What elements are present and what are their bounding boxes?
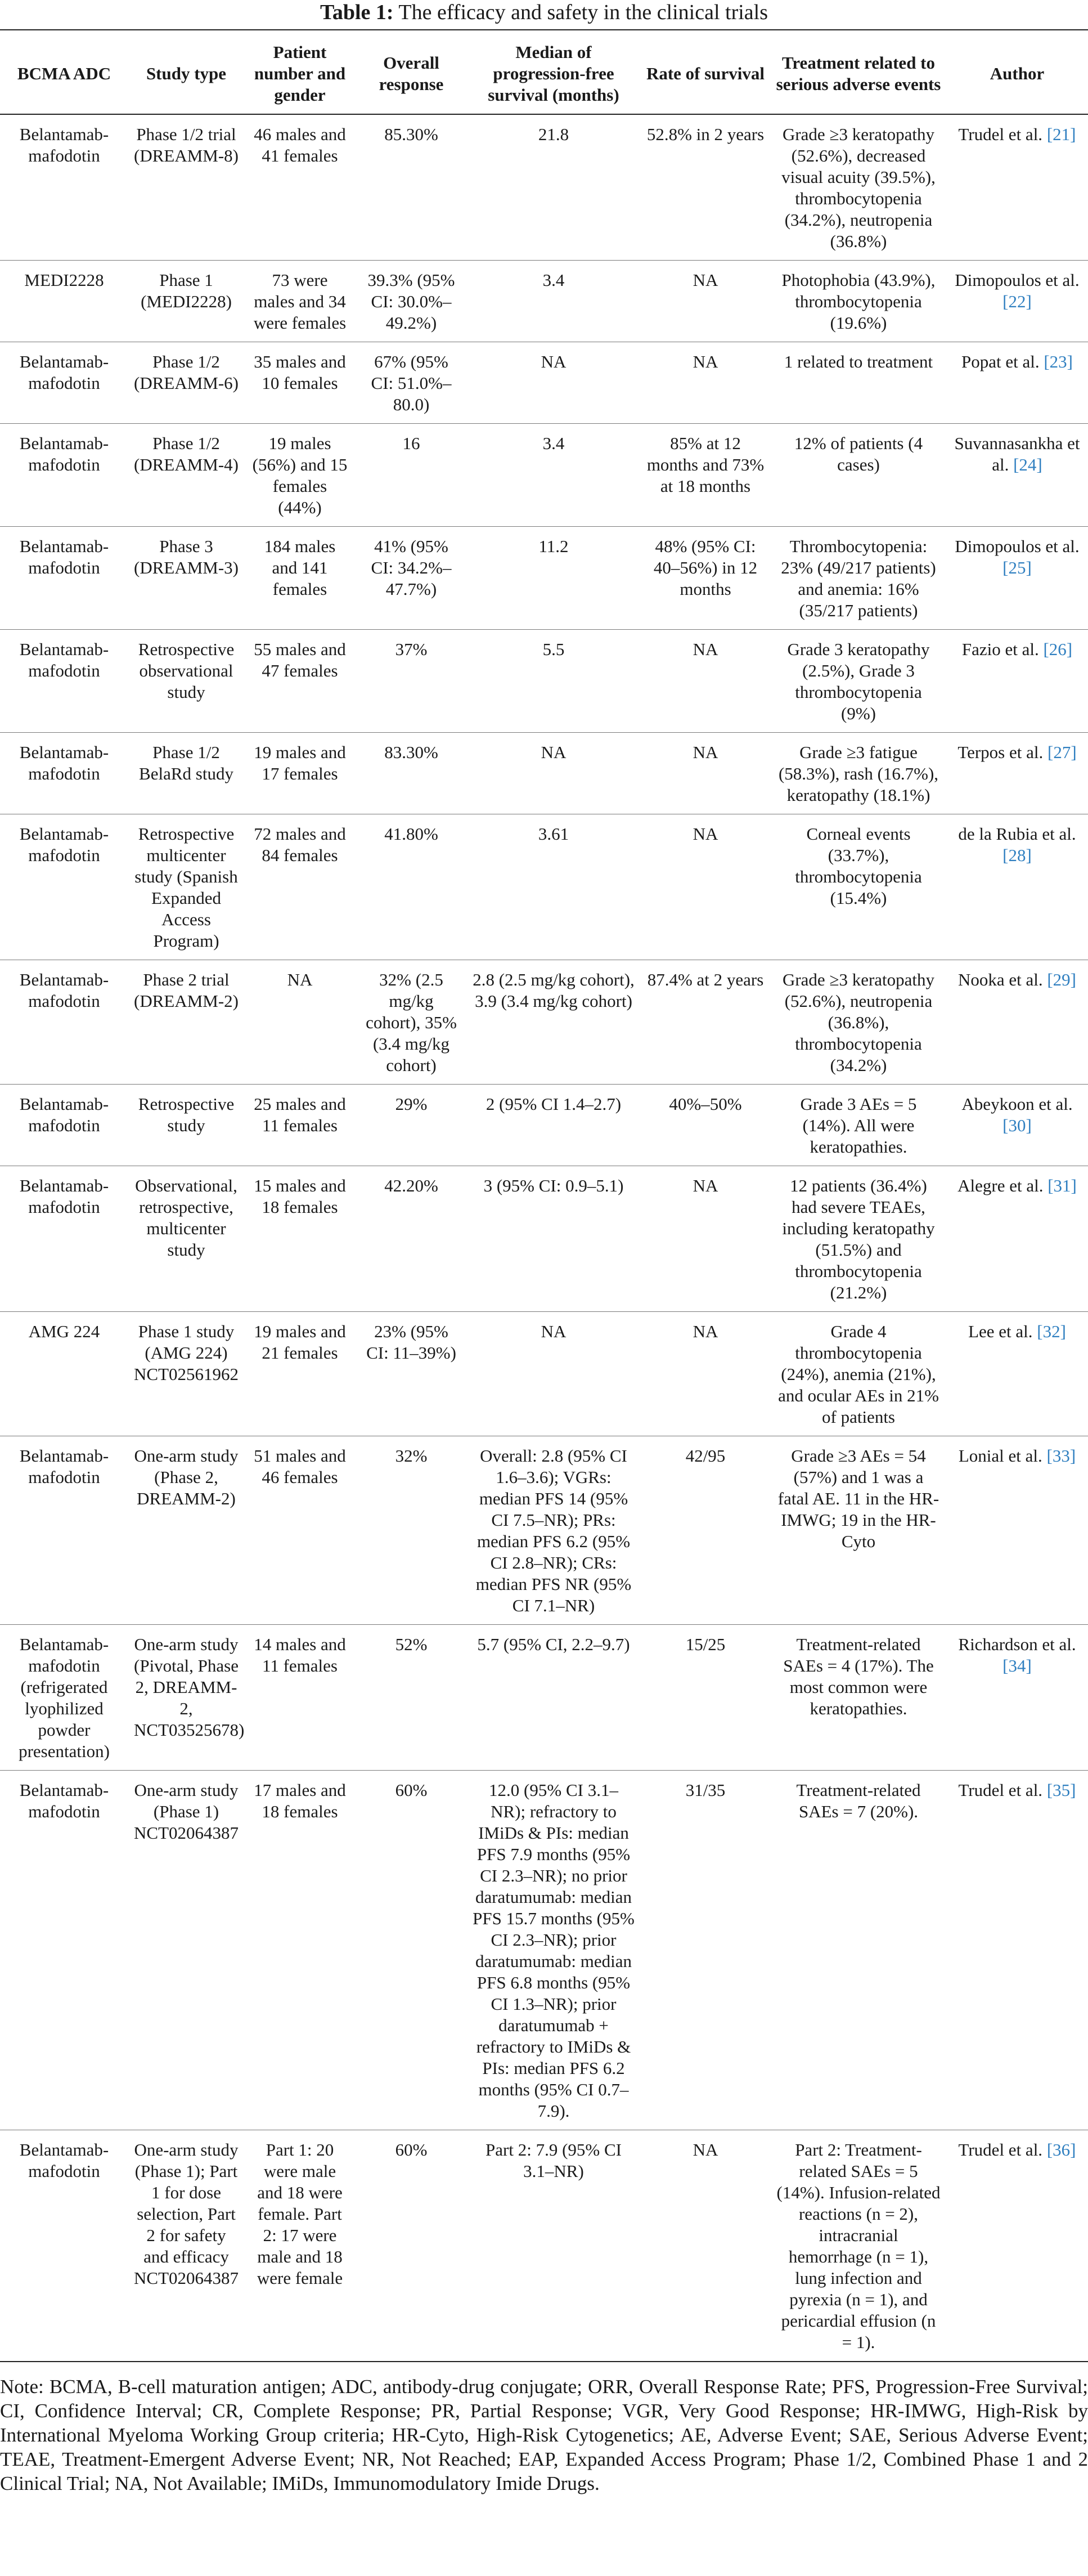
cell-overall-response: 60% — [395, 2140, 428, 2160]
cell-pfs: 2 (95% CI 1.4–2.7) — [485, 1094, 622, 1114]
cell-study-type: Phase 1 (MEDI2228) — [141, 270, 232, 311]
caption-label: Table 1: — [320, 1, 394, 24]
column-header-survival: Rate of survival — [646, 64, 765, 83]
reference-link[interactable]: [26] — [1043, 639, 1073, 659]
cell-patients: 17 males and 18 females — [254, 1780, 346, 1821]
cell-patients: 35 males and 10 females — [254, 352, 346, 393]
table-row — [0, 1085, 1088, 1166]
author-name: de la Rubia et al. — [958, 824, 1076, 844]
cell-study-type: Retrospective study — [138, 1094, 235, 1135]
author-name: Suvannasankha et al. — [954, 433, 1080, 474]
cell-pfs: 3.4 — [542, 433, 565, 453]
cell-patients: 19 males (56%) and 15 females (44%) — [252, 433, 348, 517]
cell-survival: 40%–50% — [669, 1094, 742, 1114]
author-name: Popat et al. — [961, 352, 1040, 371]
author-name: Trudel et al. — [958, 2140, 1043, 2160]
cell-overall-response: 41.80% — [384, 824, 438, 844]
cell-sae: Grade 3 AEs = 5 (14%). All were keratopathies. — [800, 1094, 917, 1157]
reference-link[interactable]: [28] — [1002, 845, 1032, 865]
column-header-pfs: Median of progression-free survival (months) — [488, 42, 619, 105]
reference-link[interactable]: [36] — [1046, 2140, 1076, 2160]
cell-study-type: Phase 2 trial (DREAMM-2) — [134, 970, 239, 1011]
reference-link[interactable]: [31] — [1047, 1176, 1077, 1195]
cell-bcma-adc: Belantamab-mafodotin — [19, 639, 109, 680]
cell-overall-response: 85.30% — [384, 124, 438, 144]
author-name: Terpos et al. — [957, 742, 1044, 762]
table-row — [0, 114, 1088, 261]
cell-patients: 73 were males and 34 were females — [253, 270, 347, 333]
cell-survival: NA — [693, 270, 718, 290]
cell-pfs: NA — [541, 352, 567, 371]
cell-bcma-adc: Belantamab-mafodotin — [19, 742, 109, 783]
table-caption — [0, 0, 1088, 25]
cell-patients: 51 males and 46 females — [254, 1446, 346, 1487]
cell-study-type: Retrospective multicenter study (Spanish Expanded Access Program) — [134, 824, 238, 951]
cell-bcma-adc: Belantamab-mafodotin — [19, 970, 109, 1011]
author-name: Dimopoulos et al. — [955, 536, 1080, 556]
cell-sae: Photophobia (43.9%), thrombocytopenia (19.6%) — [781, 270, 936, 333]
efficacy-safety-table — [0, 29, 1088, 2362]
cell-bcma-adc: AMG 224 — [28, 1321, 100, 1341]
cell-patients: Part 1: 20 were male and 18 were female. Part 2: 17 were male and 18 were female — [257, 2140, 343, 2288]
cell-study-type: One-arm study (Phase 2, DREAMM-2) — [134, 1446, 239, 1508]
column-header-overall-response: Overall response — [379, 53, 444, 94]
caption-title: The efficacy and safety in the clinical trials — [398, 1, 768, 24]
cell-pfs: NA — [541, 1321, 567, 1341]
reference-link[interactable]: [22] — [1002, 292, 1032, 311]
cell-overall-response: 32% (2.5 mg/kg cohort), 35% (3.4 mg/kg cohort) — [366, 970, 457, 1075]
cell-study-type: Phase 1/2 trial (DREAMM-8) — [134, 124, 239, 165]
author-name: Trudel et al. — [958, 1780, 1043, 1800]
cell-author — [946, 114, 1088, 261]
cell-patients: 72 males and 84 females — [254, 824, 346, 865]
cell-overall-response: 67% (95% CI: 51.0%–80.0) — [371, 352, 452, 414]
table-row — [0, 527, 1088, 630]
cell-bcma-adc: Belantamab-mafodotin — [19, 1176, 109, 1217]
cell-patients: 14 males and 11 females — [254, 1634, 346, 1675]
cell-author — [946, 261, 1088, 342]
cell-survival: NA — [693, 742, 718, 762]
cell-sae: Treatment-related SAEs = 7 (20%). — [796, 1780, 921, 1821]
cell-pfs: 11.2 — [538, 536, 569, 556]
reference-link[interactable]: [25] — [1002, 558, 1032, 577]
cell-bcma-adc: MEDI2228 — [24, 270, 104, 290]
table-row — [0, 1166, 1088, 1312]
author-name: Fazio et al. — [961, 639, 1039, 659]
cell-overall-response: 41% (95% CI: 34.2%–47.7%) — [371, 536, 452, 599]
cell-pfs: NA — [541, 742, 567, 762]
table-row — [0, 733, 1088, 814]
table-row — [0, 424, 1088, 527]
table-row — [0, 814, 1088, 960]
cell-survival: 52.8% in 2 years — [646, 124, 765, 144]
cell-overall-response: 39.3% (95% CI: 30.0%–49.2%) — [367, 270, 455, 333]
cell-sae: Grade ≥3 keratopathy (52.6%), neutropenia (36.8%), thrombocytopenia (34.2%) — [782, 970, 935, 1075]
cell-overall-response: 83.30% — [384, 742, 438, 762]
reference-link[interactable]: [32] — [1037, 1321, 1066, 1341]
cell-author — [946, 2130, 1088, 2362]
cell-survival: 42/95 — [685, 1446, 726, 1466]
column-header-bcma-adc: BCMA ADC — [17, 64, 111, 83]
cell-overall-response: 42.20% — [384, 1176, 438, 1195]
cell-overall-response: 23% (95% CI: 11–39%) — [366, 1321, 456, 1363]
reference-link[interactable]: [23] — [1044, 352, 1073, 371]
author-name: Dimopoulos et al. — [955, 270, 1080, 290]
cell-survival: NA — [693, 824, 718, 844]
reference-link[interactable]: [27] — [1047, 742, 1077, 762]
cell-sae: Corneal events (33.7%), thrombocytopenia (15.4%) — [795, 824, 922, 908]
cell-survival: NA — [693, 639, 718, 659]
table-row — [0, 1312, 1088, 1436]
cell-author — [946, 960, 1088, 1085]
cell-sae: Grade ≥3 AEs = 54 (57%) and 1 was a fatal AE. 11 in the HR-IMWG; 19 in the HR-Cyto — [777, 1446, 939, 1551]
author-name: Nooka et al. — [957, 970, 1043, 989]
cell-pfs: 5.7 (95% CI, 2.2–9.7) — [477, 1634, 630, 1654]
cell-author — [946, 1085, 1088, 1166]
author-name: Alegre et al. — [957, 1176, 1044, 1195]
cell-pfs: Overall: 2.8 (95% CI 1.6–3.6); VGRs: median PFS 14 (95% CI 7.5–NR); PRs: median PFS 6.2 (95% CI 2.8–NR); CRs: median PFS NR (95% CI 7.1–NR) — [475, 1446, 632, 1615]
table-note: Note: BCMA, B-cell maturation antigen; ADC, antibody-drug conjugate; ORR, Overall Response Rate; PFS, Progression-Free Survival; CI, Confidence Interval; CR, Complete Response; PR, Partial Response; VGR, Very Good Response; HR-IMWG, High-Risk by International Myeloma Working Group criteria; HR-Cyto, High-Risk Cytogenetics; AE, Adverse Event; SAE, Serious Adverse Event; TEAE, Treatment-Emergent Adverse Event; NR, Not Reached; EAP, Expanded Access Program; Phase 1/2, Combined Phase 1 and 2 Clinical Trial; NA, Not Available; IMiDs, Immunomodulatory Imide Drugs. — [0, 2376, 1088, 2494]
reference-link[interactable]: [33] — [1046, 1446, 1076, 1466]
header-row — [0, 30, 1088, 114]
cell-study-type: One-arm study (Phase 1); Part 1 for dose selection, Part 2 for safety and efficacy NCT02064387 — [134, 2140, 239, 2288]
cell-sae: Grade ≥3 keratopathy (52.6%), decreased visual acuity (39.5%), thrombocytopenia (34.2%), neutropenia (36.8%) — [781, 124, 936, 251]
reference-link[interactable]: [24] — [1013, 455, 1042, 474]
cell-survival: NA — [693, 1321, 718, 1341]
cell-pfs: 3.61 — [538, 824, 569, 844]
cell-study-type: Retrospective observational study — [138, 639, 235, 702]
cell-sae: Thrombocytopenia: 23% (49/217 patients) and anemia: 16% (35/217 patients) — [781, 536, 936, 620]
cell-patients: 19 males and 21 females — [254, 1321, 346, 1363]
cell-survival: NA — [693, 352, 718, 371]
reference-link[interactable]: [21] — [1046, 124, 1076, 144]
reference-link[interactable]: [29] — [1047, 970, 1077, 989]
cell-survival: NA — [693, 2140, 718, 2160]
table-row — [0, 1436, 1088, 1625]
cell-study-type: One-arm study (Pivotal, Phase 2, DREAMM-2, NCT03525678) — [134, 1634, 245, 1740]
cell-survival: 48% (95% CI: 40–56%) in 12 months — [653, 536, 758, 599]
cell-overall-response: 60% — [395, 1780, 428, 1800]
cell-pfs: 3 (95% CI: 0.9–5.1) — [483, 1176, 624, 1195]
cell-overall-response: 32% — [395, 1446, 428, 1466]
cell-sae: Grade ≥3 fatigue (58.3%), rash (16.7%), keratopathy (18.1%) — [778, 742, 939, 805]
cell-study-type: Phase 1/2 (DREAMM-6) — [134, 352, 239, 393]
table-row — [0, 261, 1088, 342]
cell-study-type: Phase 1/2 BelaRd study — [139, 742, 233, 783]
table-row — [0, 1625, 1088, 1771]
cell-overall-response: 52% — [395, 1634, 428, 1654]
cell-patients: 15 males and 18 females — [254, 1176, 346, 1217]
cell-bcma-adc: Belantamab-mafodotin — [19, 1780, 109, 1821]
cell-sae: Part 2: Treatment-related SAEs = 5 (14%). Infusion-related reactions (n = 2), intracranial hemorrhage (n = 1), lung infection and pyrexia (n = 1), and pericardial effusion (n = 1). — [776, 2140, 941, 2352]
author-name: Lee et al. — [968, 1321, 1033, 1341]
cell-patients: 184 males and 141 females — [264, 536, 336, 599]
cell-sae: 12 patients (36.4%) had severe TEAEs, including keratopathy (51.5%) and thrombocytopenia (21.2%) — [782, 1176, 935, 1302]
cell-pfs: 12.0 (95% CI 3.1–NR); refractory to IMiDs & PIs: median PFS 7.9 months (95% CI 2.3–NR); no prior daratumumab: median PFS 15.7 months (95% CI 2.3–NR); prior daratumumab: median PFS 6.8 months (95% CI 1.3–NR); prior daratumumab + refractory to IMiDs & PIs: median PFS 6.2 months (95% CI 0.7–7.9). — [473, 1780, 635, 2121]
cell-author — [946, 733, 1088, 814]
cell-pfs: 21.8 — [538, 124, 569, 144]
table-row — [0, 960, 1088, 1085]
reference-link[interactable]: [34] — [1002, 1656, 1032, 1675]
cell-survival: NA — [693, 1176, 718, 1195]
table-row — [0, 342, 1088, 424]
cell-study-type: Observational, retrospective, multicenter study — [135, 1176, 237, 1260]
cell-pfs: 3.4 — [542, 270, 565, 290]
reference-link[interactable]: [35] — [1046, 1780, 1076, 1800]
cell-pfs: 5.5 — [542, 639, 565, 659]
reference-link[interactable]: [30] — [1002, 1115, 1032, 1135]
author-name: Lonial et al. — [958, 1446, 1042, 1466]
cell-study-type: Phase 3 (DREAMM-3) — [134, 536, 239, 577]
cell-bcma-adc: Belantamab-mafodotin — [19, 536, 109, 577]
cell-survival: 15/25 — [685, 1634, 726, 1654]
cell-bcma-adc: Belantamab-mafodotin — [19, 1446, 109, 1487]
cell-author — [946, 1312, 1088, 1436]
cell-author — [946, 1436, 1088, 1625]
cell-survival: 85% at 12 months and 73% at 18 months — [646, 433, 765, 496]
cell-survival: 87.4% at 2 years — [647, 970, 764, 989]
cell-bcma-adc: Belantamab-mafodotin — [19, 124, 109, 165]
cell-author — [946, 342, 1088, 424]
cell-overall-response: 16 — [402, 433, 420, 453]
cell-bcma-adc: Belantamab-mafodotin — [19, 433, 109, 474]
author-name: Abeykoon et al. — [961, 1094, 1073, 1114]
cell-overall-response: 29% — [395, 1094, 428, 1114]
cell-patients: 25 males and 11 females — [254, 1094, 346, 1135]
author-name: Trudel et al. — [958, 124, 1043, 144]
cell-author — [946, 1166, 1088, 1312]
cell-author — [946, 630, 1088, 733]
table-row — [0, 1771, 1088, 2130]
cell-author — [946, 814, 1088, 960]
column-header-author: Author — [990, 64, 1045, 83]
author-name: Richardson et al. — [958, 1634, 1076, 1654]
cell-bcma-adc: Belantamab-mafodotin (refrigerated lyophilized powder presentation) — [19, 1634, 110, 1761]
cell-sae: Grade 4 thrombocytopenia (24%), anemia (21%), and ocular AEs in 21% of patients — [778, 1321, 939, 1427]
column-header-study-type: Study type — [146, 64, 227, 83]
cell-sae: Treatment-related SAEs = 4 (17%). The most common were keratopathies. — [783, 1634, 934, 1718]
cell-pfs: Part 2: 7.9 (95% CI 3.1–NR) — [485, 2140, 622, 2181]
cell-author — [946, 1771, 1088, 2130]
cell-pfs: 2.8 (2.5 mg/kg cohort), 3.9 (3.4 mg/kg cohort) — [473, 970, 635, 1011]
cell-overall-response: 37% — [395, 639, 428, 659]
table-row — [0, 2130, 1088, 2362]
cell-patients: 46 males and 41 females — [254, 124, 346, 165]
column-header-patients: Patient number and gender — [254, 42, 346, 105]
cell-survival: 31/35 — [685, 1780, 726, 1800]
cell-study-type: Phase 1 study (AMG 224) NCT02561962 — [134, 1321, 239, 1384]
cell-study-type: Phase 1/2 (DREAMM-4) — [134, 433, 239, 474]
cell-bcma-adc: Belantamab-mafodotin — [19, 1094, 109, 1135]
cell-author — [946, 527, 1088, 630]
cell-bcma-adc: Belantamab-mafodotin — [19, 352, 109, 393]
cell-sae: 1 related to treatment — [784, 352, 933, 371]
cell-patients: NA — [287, 970, 313, 989]
cell-author — [946, 1625, 1088, 1771]
cell-bcma-adc: Belantamab-mafodotin — [19, 824, 109, 865]
cell-patients: 55 males and 47 females — [254, 639, 346, 680]
cell-bcma-adc: Belantamab-mafodotin — [19, 2140, 109, 2181]
cell-sae: Grade 3 keratopathy (2.5%), Grade 3 thrombocytopenia (9%) — [787, 639, 930, 723]
table-row — [0, 630, 1088, 733]
cell-patients: 19 males and 17 females — [254, 742, 346, 783]
cell-study-type: One-arm study (Phase 1) NCT02064387 — [134, 1780, 239, 1843]
cell-author — [946, 424, 1088, 527]
table-body — [0, 114, 1088, 2362]
column-header-sae: Treatment related to serious adverse events — [776, 53, 941, 94]
cell-sae: 12% of patients (4 cases) — [794, 433, 923, 474]
